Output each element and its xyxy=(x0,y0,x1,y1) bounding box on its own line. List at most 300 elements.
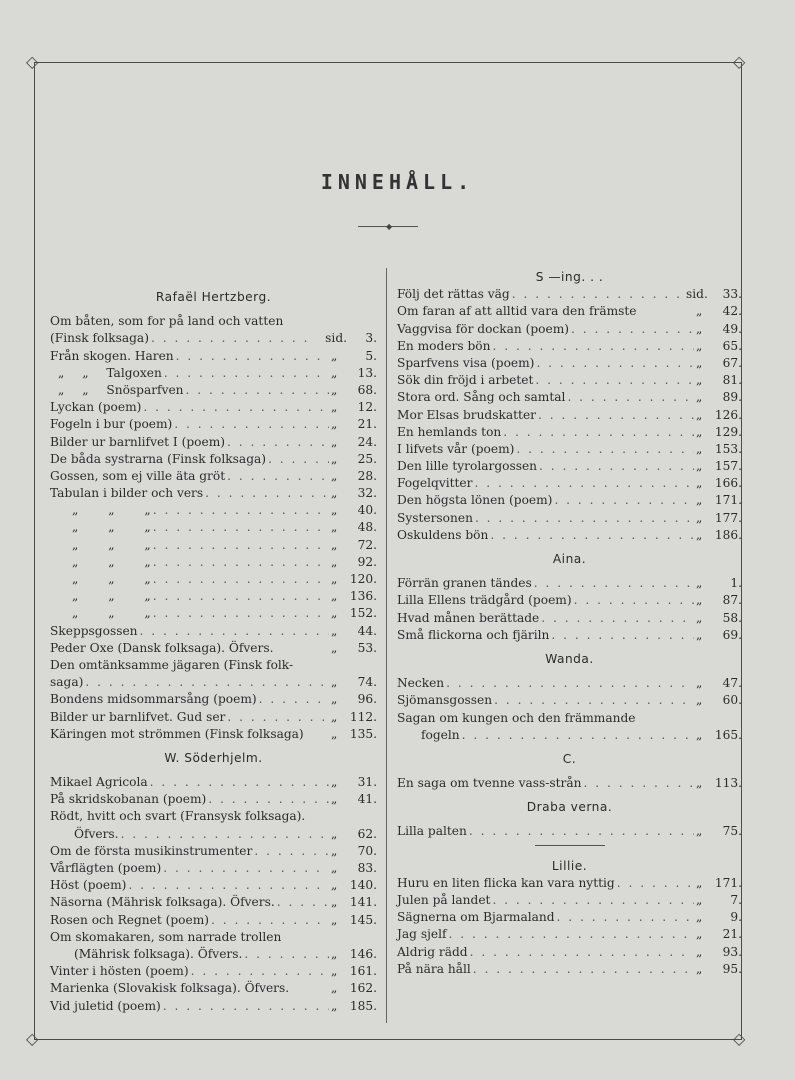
leader-dots xyxy=(469,823,694,840)
page-number: 62. xyxy=(357,826,377,841)
leader-dots xyxy=(227,709,329,726)
leader-dots xyxy=(541,610,694,627)
entry-title: Om skomakaren, som narrade trollen xyxy=(50,929,282,944)
leader-dots xyxy=(277,894,329,911)
page-number: 5. xyxy=(365,348,377,363)
page-number: 95. xyxy=(722,961,742,976)
leader-dots xyxy=(448,926,694,943)
page-number: 136. xyxy=(349,589,377,604)
ditto-mark: „ xyxy=(696,304,703,319)
page-number: 157. xyxy=(714,459,742,474)
frame-bottom-line xyxy=(34,1039,742,1040)
corner-ornament-bottom-right: ◇ xyxy=(733,1029,746,1048)
ditto-mark: sid. xyxy=(686,287,708,302)
entry-title: Vid juletid (poem) xyxy=(50,998,161,1013)
leader-dots xyxy=(191,963,329,980)
toc-entry xyxy=(50,640,377,657)
leader-dots xyxy=(554,492,694,509)
entry-title: saga) xyxy=(50,675,84,690)
entry-title: „ „ Snösparfven xyxy=(58,382,184,397)
toc-entry xyxy=(50,657,377,674)
page-prefix: sid. xyxy=(325,331,347,346)
leader-dots xyxy=(85,674,329,691)
leader-dots xyxy=(536,355,694,372)
frame-left-line xyxy=(34,62,35,1040)
ditto-mark: „ xyxy=(331,775,338,790)
toc-entry xyxy=(50,826,377,843)
spacer xyxy=(397,768,742,775)
entry-title: Systersonen xyxy=(397,510,473,525)
ditto-mark: „ xyxy=(696,627,703,642)
leader-dots xyxy=(121,826,329,843)
leader-dots xyxy=(208,791,329,808)
entry-title: „ „ „ xyxy=(72,606,151,621)
ditto-mark: „ xyxy=(696,321,703,336)
ditto-mark: „ xyxy=(696,510,703,525)
page-number: 49. xyxy=(722,321,742,336)
entry-title: Om faran af att alltid vara den främste xyxy=(397,304,637,319)
leader-dots xyxy=(539,458,694,475)
column-divider xyxy=(386,268,387,1023)
toc-entry xyxy=(397,909,742,926)
corner-ornament-bottom-left: ◇ xyxy=(26,1029,39,1048)
page-number: 53. xyxy=(357,640,377,655)
toc-entry xyxy=(50,348,377,365)
page-number: 68. xyxy=(357,382,377,397)
entry-title: Mor Elsas brudskatter xyxy=(397,407,536,422)
page-number: 60. xyxy=(722,693,742,708)
page-number: 42. xyxy=(722,304,742,319)
ditto-mark: „ xyxy=(696,944,703,959)
page-number: 185. xyxy=(349,998,377,1013)
entry-title: Lilla palten xyxy=(397,824,467,839)
leader-dots xyxy=(473,961,694,978)
ditto-mark: „ xyxy=(331,554,338,569)
leader-dots xyxy=(512,286,684,303)
ditto-mark: „ xyxy=(331,520,338,535)
leader-dots xyxy=(153,537,329,554)
ditto-mark: „ xyxy=(696,676,703,691)
page-number: 152. xyxy=(349,606,377,621)
leader-dots xyxy=(176,348,329,365)
toc-entry xyxy=(50,554,377,571)
leader-dots xyxy=(574,592,694,609)
ditto-mark: „ xyxy=(696,776,703,791)
toc-entry xyxy=(50,877,377,894)
page-number: 9. xyxy=(730,910,742,925)
ditto-mark: „ xyxy=(331,400,338,415)
toc-entry xyxy=(50,485,377,502)
ditto-mark: „ xyxy=(331,537,338,552)
page-number: 33. xyxy=(722,287,742,302)
page-number: 1. xyxy=(730,576,742,591)
toc-entry xyxy=(50,330,377,347)
entry-title: Sök din fröjd i arbetet xyxy=(397,373,534,388)
leader-dots xyxy=(268,451,329,468)
entry-title: fogeln xyxy=(421,727,460,742)
ditto-mark: „ xyxy=(696,875,703,890)
leader-dots xyxy=(254,843,329,860)
toc-entry xyxy=(50,502,377,519)
entry-title: På skridskobanan (poem) xyxy=(50,792,207,807)
page-number: 92. xyxy=(357,554,377,569)
ditto-mark: „ xyxy=(331,826,338,841)
entry-title: Sägnerna om Bjarmaland xyxy=(397,910,555,925)
leader-dots xyxy=(227,468,329,485)
page-number: 69. xyxy=(722,627,742,642)
ditto-mark: „ xyxy=(696,407,703,422)
toc-entry xyxy=(397,355,742,372)
spacer xyxy=(397,644,742,651)
page-number: 48. xyxy=(357,520,377,535)
leader-dots xyxy=(538,407,694,424)
toc-entry xyxy=(50,843,377,860)
toc-entry xyxy=(397,892,742,909)
leader-dots xyxy=(490,527,694,544)
page-number: 135. xyxy=(349,726,377,741)
title-ornament-dot: ◆ xyxy=(386,222,393,231)
entry-title: En hemlands ton xyxy=(397,424,502,439)
entry-title: Från skogen. Haren xyxy=(50,348,174,363)
page-number: 72. xyxy=(357,537,377,552)
entry-title: Aldrig rädd xyxy=(397,944,468,959)
toc-entry xyxy=(397,424,742,441)
entry-title: Fogelqvitter xyxy=(397,476,473,491)
entry-title: Oskuldens bön xyxy=(397,527,489,542)
toc-entry xyxy=(50,434,377,451)
entry-title: Lilla Ellens trädgård (poem) xyxy=(397,593,572,608)
entry-title: Rosen och Regnet (poem) xyxy=(50,912,210,927)
entry-title: Stora ord. Sång och samtal xyxy=(397,390,566,405)
page-number: 24. xyxy=(357,434,377,449)
toc-entry xyxy=(397,527,742,544)
entry-title: Fogeln i bur (poem) xyxy=(50,417,173,432)
entry-title: Marienka (Slovakisk folksaga). Öfvers. xyxy=(50,981,290,996)
ditto-mark: „ xyxy=(696,355,703,370)
entry-title: Sparfvens visa (poem) xyxy=(397,355,535,370)
spacer xyxy=(50,306,377,313)
frame-top-line xyxy=(34,62,742,63)
corner-ornament-top-left: ◇ xyxy=(26,52,39,71)
author-heading: W. Söderhjelm. xyxy=(164,750,263,765)
toc-entry xyxy=(50,365,377,382)
author-heading: Wanda. xyxy=(545,651,594,666)
toc-entry xyxy=(50,912,377,929)
ditto-mark: „ xyxy=(331,895,338,910)
toc-entry xyxy=(50,791,377,808)
page-number: 113. xyxy=(714,776,742,791)
ditto-mark: „ xyxy=(331,946,338,961)
ditto-mark: „ xyxy=(331,468,338,483)
ditto-mark: „ xyxy=(696,593,703,608)
leader-dots xyxy=(492,892,694,909)
toc-entry xyxy=(50,894,377,911)
ditto-mark: „ xyxy=(331,640,338,655)
toc-entry xyxy=(397,575,742,592)
entry-title: „ „ „ xyxy=(72,520,151,535)
ditto-mark: „ xyxy=(331,606,338,621)
page-number: 31. xyxy=(357,775,377,790)
toc-entry xyxy=(397,627,742,644)
entry-title: Necken xyxy=(397,676,445,691)
toc-entry xyxy=(50,980,377,997)
entry-title: De båda systrarna (Finsk folksaga) xyxy=(50,451,267,466)
toc-entry xyxy=(50,963,377,980)
leader-dots xyxy=(143,399,329,416)
ditto-mark: „ xyxy=(696,893,703,907)
leader-dots xyxy=(174,416,329,433)
author-heading: C. xyxy=(562,751,577,766)
page-number: 126. xyxy=(714,407,742,422)
toc-entry xyxy=(397,961,742,978)
ditto-mark: „ xyxy=(331,589,338,604)
toc-entry xyxy=(397,875,742,892)
ditto-mark: „ xyxy=(696,476,703,491)
ditto-mark: „ xyxy=(696,338,703,353)
entry-title: Bilder ur barnlifvet. Gud ser xyxy=(50,709,226,724)
spacer xyxy=(50,743,377,750)
leader-dots xyxy=(153,571,329,588)
toc-entry xyxy=(397,475,742,492)
leader-dots xyxy=(584,775,694,792)
page-number: 28. xyxy=(357,468,377,483)
toc-entry xyxy=(397,492,742,509)
toc-entry xyxy=(397,610,742,627)
leader-dots xyxy=(151,330,315,347)
page-number: 40. xyxy=(357,503,377,518)
spacer xyxy=(50,767,377,774)
toc-entry xyxy=(50,929,377,946)
page-number: 32. xyxy=(357,486,377,501)
toc-entry xyxy=(397,926,742,943)
ditto-mark: „ xyxy=(331,692,338,707)
entry-title: (Mährisk folksaga). Öfvers. xyxy=(74,946,243,961)
entry-title: Den lille tyrolargossen xyxy=(397,459,538,474)
page-number: 153. xyxy=(714,441,742,456)
entry-title: Lyckan (poem) xyxy=(50,400,142,415)
toc-entry xyxy=(50,605,377,622)
entry-title: En moders bön xyxy=(397,338,491,353)
entry-title: „ „ „ xyxy=(72,572,151,586)
entry-title: Sjömansgossen xyxy=(397,693,493,708)
leader-dots xyxy=(153,605,329,622)
leader-dots xyxy=(227,434,329,451)
leader-dots xyxy=(186,382,329,399)
page-number: 87. xyxy=(722,593,742,608)
entry-title: I lifvets vår (poem) xyxy=(397,441,515,456)
entry-title: Den högsta lönen (poem) xyxy=(397,493,553,508)
toc-entry xyxy=(50,416,377,433)
entry-title: Om båten, som for på land och vatten xyxy=(50,314,284,329)
toc-entry xyxy=(397,675,742,692)
contents-column-left xyxy=(50,289,377,1015)
toc-entry xyxy=(50,946,377,963)
page-number: 44. xyxy=(357,623,377,638)
page-number: 67. xyxy=(722,355,742,370)
ditto-mark: „ xyxy=(696,727,703,742)
page-number: 21. xyxy=(357,417,377,432)
leader-dots xyxy=(494,692,694,709)
ditto-mark: „ xyxy=(331,843,338,858)
leader-dots xyxy=(474,475,694,492)
toc-entry xyxy=(50,399,377,416)
page-number: 3. xyxy=(365,331,377,346)
toc-entry xyxy=(50,726,377,743)
toc-entry xyxy=(397,823,742,840)
entry-title: Tabulan i bilder och vers xyxy=(50,486,204,501)
ditto-mark: „ xyxy=(331,417,338,432)
toc-entry xyxy=(50,860,377,877)
toc-entry xyxy=(397,372,742,389)
toc-entry xyxy=(50,709,377,726)
toc-entry xyxy=(50,691,377,708)
ditto-mark: „ xyxy=(696,459,703,474)
ditto-mark: „ xyxy=(696,610,703,625)
leader-dots xyxy=(128,877,329,894)
entry-title: Gossen, som ej ville äta gröt xyxy=(50,468,226,483)
entry-title: Förrän granen tändes xyxy=(397,576,532,591)
page-number: 120. xyxy=(349,572,377,586)
ditto-mark: „ xyxy=(696,576,703,591)
ditto-mark: „ xyxy=(696,927,703,942)
entry-title: Öfvers. xyxy=(74,826,119,841)
leader-dots xyxy=(535,372,694,389)
spacer xyxy=(397,744,742,751)
entry-title: Hvad månen berättade xyxy=(397,610,540,625)
page-number: 25. xyxy=(357,451,377,466)
toc-entry xyxy=(397,710,742,727)
ditto-mark: „ xyxy=(696,441,703,456)
toc-entry xyxy=(397,338,742,355)
page-number: 140. xyxy=(349,878,377,893)
toc-entry xyxy=(397,727,742,744)
page-title: INNEHÅLL. xyxy=(320,170,475,194)
spacer xyxy=(397,544,742,551)
entry-title: Jag sjelf xyxy=(397,927,447,942)
entry-title: Näsorna (Mährisk folksaga). Öfvers. xyxy=(50,895,275,910)
page-number: 165. xyxy=(714,727,742,742)
page-number: 65. xyxy=(722,338,742,353)
leader-dots xyxy=(164,365,329,382)
spacer xyxy=(397,568,742,575)
ditto-mark: „ xyxy=(696,373,703,388)
entry-title: Huru en liten flicka kan vara nyttig xyxy=(397,875,615,890)
entry-title: Vårflägten (poem) xyxy=(50,861,162,875)
ditto-mark: „ xyxy=(696,424,703,439)
ditto-mark: „ xyxy=(331,382,338,397)
entry-title: Skeppsgossen xyxy=(50,623,138,638)
toc-entry xyxy=(397,944,742,961)
page-number: 177. xyxy=(714,510,742,525)
page-number: 81. xyxy=(722,373,742,388)
page-number: 171. xyxy=(714,493,742,508)
page-number: 13. xyxy=(357,365,377,380)
toc-entry xyxy=(50,519,377,536)
ditto-mark: „ xyxy=(331,348,338,363)
entry-title: Följ det rättas väg xyxy=(397,287,510,302)
leader-dots xyxy=(470,944,694,961)
leader-dots xyxy=(153,588,329,605)
leader-dots xyxy=(153,519,329,536)
corner-ornament-top-right: ◇ xyxy=(733,52,746,71)
toc-entry xyxy=(50,774,377,791)
page-number: 83. xyxy=(357,861,377,875)
page-number: 141. xyxy=(349,895,377,910)
ditto-mark: „ xyxy=(331,675,338,690)
entry-title: Käringen mot strömmen (Finsk folksaga) xyxy=(50,726,304,741)
author-heading: S —ing. . . xyxy=(535,270,604,284)
page-number: 112. xyxy=(349,709,377,724)
ditto-mark: „ xyxy=(331,503,338,518)
entry-title: Vinter i hösten (poem) xyxy=(50,964,189,979)
toc-entry xyxy=(50,468,377,485)
leader-dots xyxy=(153,502,329,519)
leader-dots xyxy=(211,912,329,929)
leader-dots xyxy=(153,554,329,571)
toc-entry xyxy=(50,588,377,605)
ditto-mark: „ xyxy=(696,527,703,542)
ditto-mark: „ xyxy=(331,451,338,466)
ditto-mark: „ xyxy=(696,693,703,708)
toc-entry xyxy=(397,407,742,424)
page-number: 146. xyxy=(349,946,377,961)
ditto-mark: „ xyxy=(331,486,338,501)
toc-entry xyxy=(50,998,377,1015)
author-heading: Aina. xyxy=(552,552,587,566)
toc-entry xyxy=(50,537,377,554)
entry-title: „ „ Talgoxen xyxy=(58,365,162,380)
toc-entry xyxy=(50,382,377,399)
entry-title: Rödt, hvitt och svart (Fransysk folksaga). xyxy=(50,809,306,824)
page-number: 96. xyxy=(357,692,377,707)
page-number: 93. xyxy=(722,944,742,959)
leader-dots xyxy=(492,338,694,355)
page-number: 58. xyxy=(722,610,742,625)
spacer xyxy=(397,668,742,675)
entry-title: Vaggvisa för dockan (poem) xyxy=(397,321,570,336)
leader-dots xyxy=(534,575,694,592)
author-heading: Draba verna. xyxy=(526,800,613,815)
page-number: 41. xyxy=(357,792,377,807)
toc-entry xyxy=(397,775,742,792)
toc-entry xyxy=(50,313,377,330)
entry-title: Peder Oxe (Dansk folksaga). Öfvers. xyxy=(50,640,274,655)
leader-dots xyxy=(567,389,694,406)
toc-entry xyxy=(397,692,742,709)
page-number: 70. xyxy=(357,843,377,858)
entry-title: Om de första musikinstrumenter xyxy=(50,843,253,858)
toc-entry xyxy=(50,451,377,468)
ditto-mark: „ xyxy=(331,726,338,741)
entry-title: Mikael Agricola xyxy=(50,775,148,790)
entry-title: Den omtänksamme jägaren (Finsk folk- xyxy=(50,657,294,672)
toc-entry xyxy=(50,623,377,640)
toc-entry xyxy=(397,441,742,458)
author-heading: Lillie. xyxy=(551,858,588,873)
toc-entry xyxy=(397,303,742,320)
toc-entry xyxy=(397,321,742,338)
entry-title: „ „ „ xyxy=(72,554,151,569)
ditto-mark: „ xyxy=(331,434,338,449)
ditto-mark: „ xyxy=(696,910,703,925)
spacer xyxy=(397,816,742,823)
entry-title: Bilder ur barnlifvet I (poem) xyxy=(50,434,226,449)
leader-dots xyxy=(462,727,694,744)
leader-dots xyxy=(205,485,329,502)
toc-entry xyxy=(50,674,377,691)
page-number: 171. xyxy=(714,875,742,890)
page-number: 75. xyxy=(722,824,742,839)
